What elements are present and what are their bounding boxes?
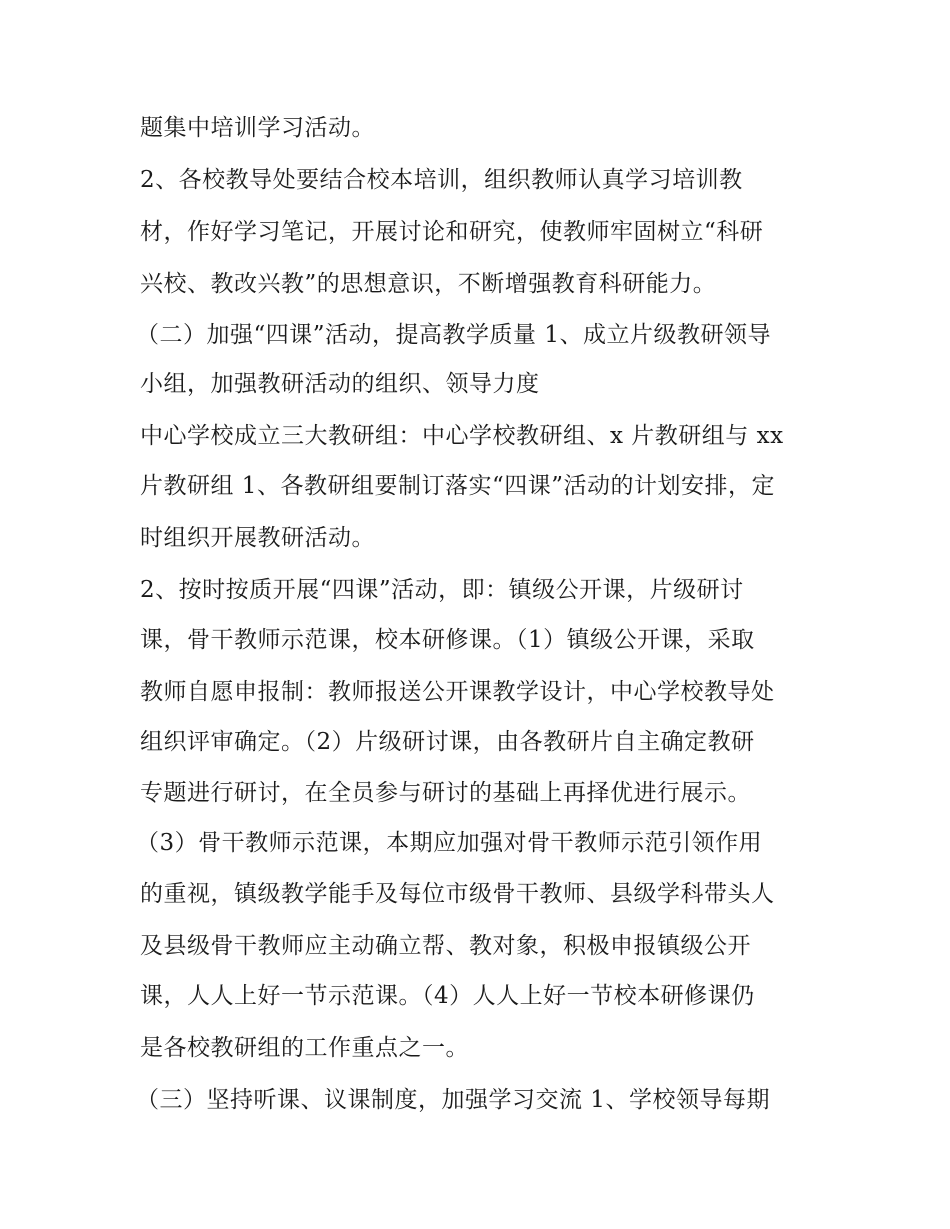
text-line: 时组织开展教研活动。 [140,525,375,551]
text-line: 课，人人上好一节示范课。（4）人人上好一节校本研修课仍 [140,983,755,1009]
text-line: 2、各校教导处要结合校本培训，组织教师认真学习培训教 [140,167,743,193]
text-line: 片教研组 1、各教研组要制订落实“四课”活动的计划安排，定 [140,473,775,499]
text-line: 材，作好学习笔记，开展讨论和研究，使教师牢固树立“科研 [140,219,764,245]
text-line: 课，骨干教师示范课，校本研修课。（1）镇级公开课，采取 [140,627,755,653]
text-line: （二）加强“四课”活动，提高教学质量 1、成立片级教研领导 [136,322,771,348]
text-line: 教师自愿申报制：教师报送公开课教学设计，中心学校教导处 [140,679,775,705]
text-line: 的重视，镇级教学能手及每位市级骨干教师、县级学科带头人 [140,881,775,907]
text-line: 题集中培训学习活动。 [140,115,375,141]
text-line: 兴校、教改兴教”的思想意识，不断增强教育科研能力。 [140,271,717,297]
text-line: （三）坚持听课、议课制度，加强学习交流 1、学校领导每期 [136,1087,770,1113]
text-line: 中心学校成立三大教研组：中心学校教研组、x 片教研组与 xx [140,423,784,449]
text-line: （3）骨干教师示范课，本期应加强对骨干教师示范引领作用 [136,830,763,856]
text-line: 2、按时按质开展“四课”活动，即：镇级公开课，片级研讨 [140,577,744,603]
text-line: 组织评审确定。（2）片级研讨课，由各教研片自主确定教研 [140,729,755,755]
text-line: 小组，加强教研活动的组织、领导力度 [140,371,540,397]
text-line: 是各校教研组的工作重点之一。 [140,1035,469,1061]
text-line: 及县级骨干教师应主动确立帮、教对象，积极申报镇级公开 [140,933,751,959]
text-line: 专题进行研讨，在全员参与研讨的基础上再择优进行展示。 [140,780,751,806]
